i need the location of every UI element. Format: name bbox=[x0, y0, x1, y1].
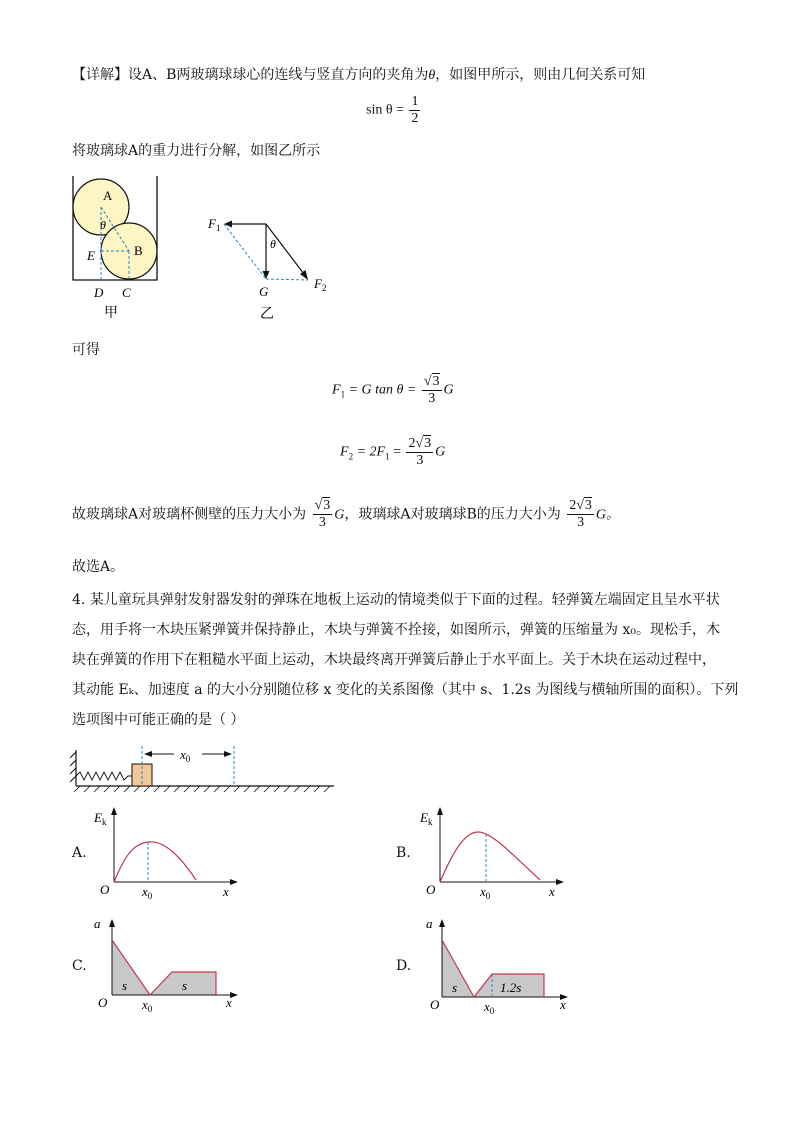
q4-line1: 4. 某儿童玩具弹射发射器发射的弹珠在地板上运动的情境类似于下面的过程。轻弹簧左端固定且呈水平状 bbox=[72, 592, 720, 608]
spring bbox=[76, 772, 132, 780]
kede-text: 可得 bbox=[72, 342, 100, 358]
svg-text:x0: $x_0$ bbox=[142, 884, 153, 900]
svg-text:a: a bbox=[94, 916, 101, 931]
svg-text:x0: $x_0$ bbox=[484, 999, 495, 1014]
q4-line4: 其动能 Eₖ、加速度 a 的大小分别随位移 x 变化的关系图像（其中 s、1.2s 为图线与横轴所围的面积）。下列 bbox=[72, 682, 739, 698]
svg-text:θ: θ bbox=[270, 237, 276, 251]
svg-text:θ: θ bbox=[100, 218, 106, 232]
option-b-graph[interactable] bbox=[418, 798, 568, 900]
detail-text2: ，如图甲所示，则由几何关系可知 bbox=[435, 67, 646, 83]
answer-text: 故选A。 bbox=[72, 559, 125, 575]
svg-text:D: D bbox=[94, 285, 104, 300]
svg-text:x0: $x_0$ bbox=[142, 997, 153, 1014]
svg-text:F2: $F_2$ bbox=[314, 276, 327, 293]
svg-text:s: s bbox=[122, 978, 128, 993]
detail-tag: 【详解】 bbox=[72, 67, 128, 83]
svg-text:F1: $F_1$ bbox=[208, 216, 221, 233]
svg-text:E: E bbox=[87, 248, 95, 263]
svg-text:O: O bbox=[100, 882, 110, 897]
svg-text:a: a bbox=[426, 916, 433, 931]
option-d-graph[interactable] bbox=[418, 910, 578, 1014]
q4-line5: 选项图中可能正确的是（ ） bbox=[72, 712, 245, 728]
option-c-graph[interactable] bbox=[92, 910, 242, 1014]
ek-curve bbox=[440, 832, 540, 882]
svg-text:乙: 乙 bbox=[260, 307, 274, 322]
decompose-text: 将玻璃球A的重力进行分解，如图乙所示 bbox=[72, 143, 321, 159]
svg-text:C: C bbox=[122, 285, 131, 300]
equation-f2: $F_2 = 2F_1$ = $\frac{2√3}{3}$ G bbox=[340, 436, 446, 468]
svg-text:Ek: $E_k$ bbox=[420, 810, 433, 827]
figure-jia bbox=[66, 172, 166, 322]
equation-f1: $F_1 = G$ tan θ = $\frac{√3}{3}$ G bbox=[332, 374, 454, 406]
svg-text:甲: 甲 bbox=[104, 306, 118, 321]
q4-line2: 态，用手将一木块压紧弹簧并保持静止，木块与弹簧不拴接，如图所示，弹簧的压缩量为 x₀。现松手，木 bbox=[72, 622, 720, 638]
conclusion: 故玻璃球A对玻璃杯侧壁的压力大小为 $\frac{√3}{3}$ G，玻璃球A对玻璃球B的压力大小为 $\frac{2√3}{3}$ G。 bbox=[72, 498, 621, 530]
option-b-letter[interactable]: B. bbox=[396, 845, 411, 861]
svg-text:x0: $x_0$ bbox=[180, 747, 191, 764]
q4-line3: 块在弹簧的作用下在粗糙水平面上运动，木块最终离开弹簧后静止于水平面上。关于木块在运动过程中， bbox=[72, 652, 716, 668]
svg-text:x: x bbox=[223, 884, 229, 899]
spring-block-figure bbox=[66, 742, 342, 794]
svg-text:O: O bbox=[430, 997, 440, 1012]
svg-text:O: O bbox=[426, 882, 436, 897]
option-a-graph[interactable] bbox=[92, 798, 242, 900]
svg-text:1.2s: 1.2s bbox=[500, 980, 522, 995]
svg-text:s: s bbox=[182, 978, 188, 993]
ek-curve bbox=[114, 842, 196, 882]
svg-text:O: O bbox=[98, 995, 108, 1010]
option-c-letter[interactable]: C. bbox=[72, 958, 87, 974]
detail-text1: 设A、B两玻璃球球心的连线与竖直方向的夹角为 bbox=[128, 67, 429, 83]
option-a-letter[interactable]: A. bbox=[72, 845, 87, 861]
svg-text:A: A bbox=[103, 188, 113, 203]
svg-text:G: G bbox=[259, 284, 269, 299]
svg-text:s: s bbox=[452, 980, 458, 995]
figure-yi bbox=[204, 208, 344, 324]
svg-text:x: x bbox=[560, 997, 566, 1012]
svg-text:Ek: $E_k$ bbox=[94, 810, 107, 827]
svg-text:x: x bbox=[549, 884, 555, 899]
svg-text:B: B bbox=[134, 243, 143, 258]
option-d-letter[interactable]: D. bbox=[396, 958, 412, 974]
svg-text:x: x bbox=[226, 995, 232, 1010]
detail-intro bbox=[72, 66, 645, 85]
svg-text:x0: $x_0$ bbox=[480, 884, 491, 900]
equation-sin: sin θ = $\frac{1}{2}$ bbox=[366, 94, 419, 126]
detail-theta: θ bbox=[428, 68, 436, 83]
